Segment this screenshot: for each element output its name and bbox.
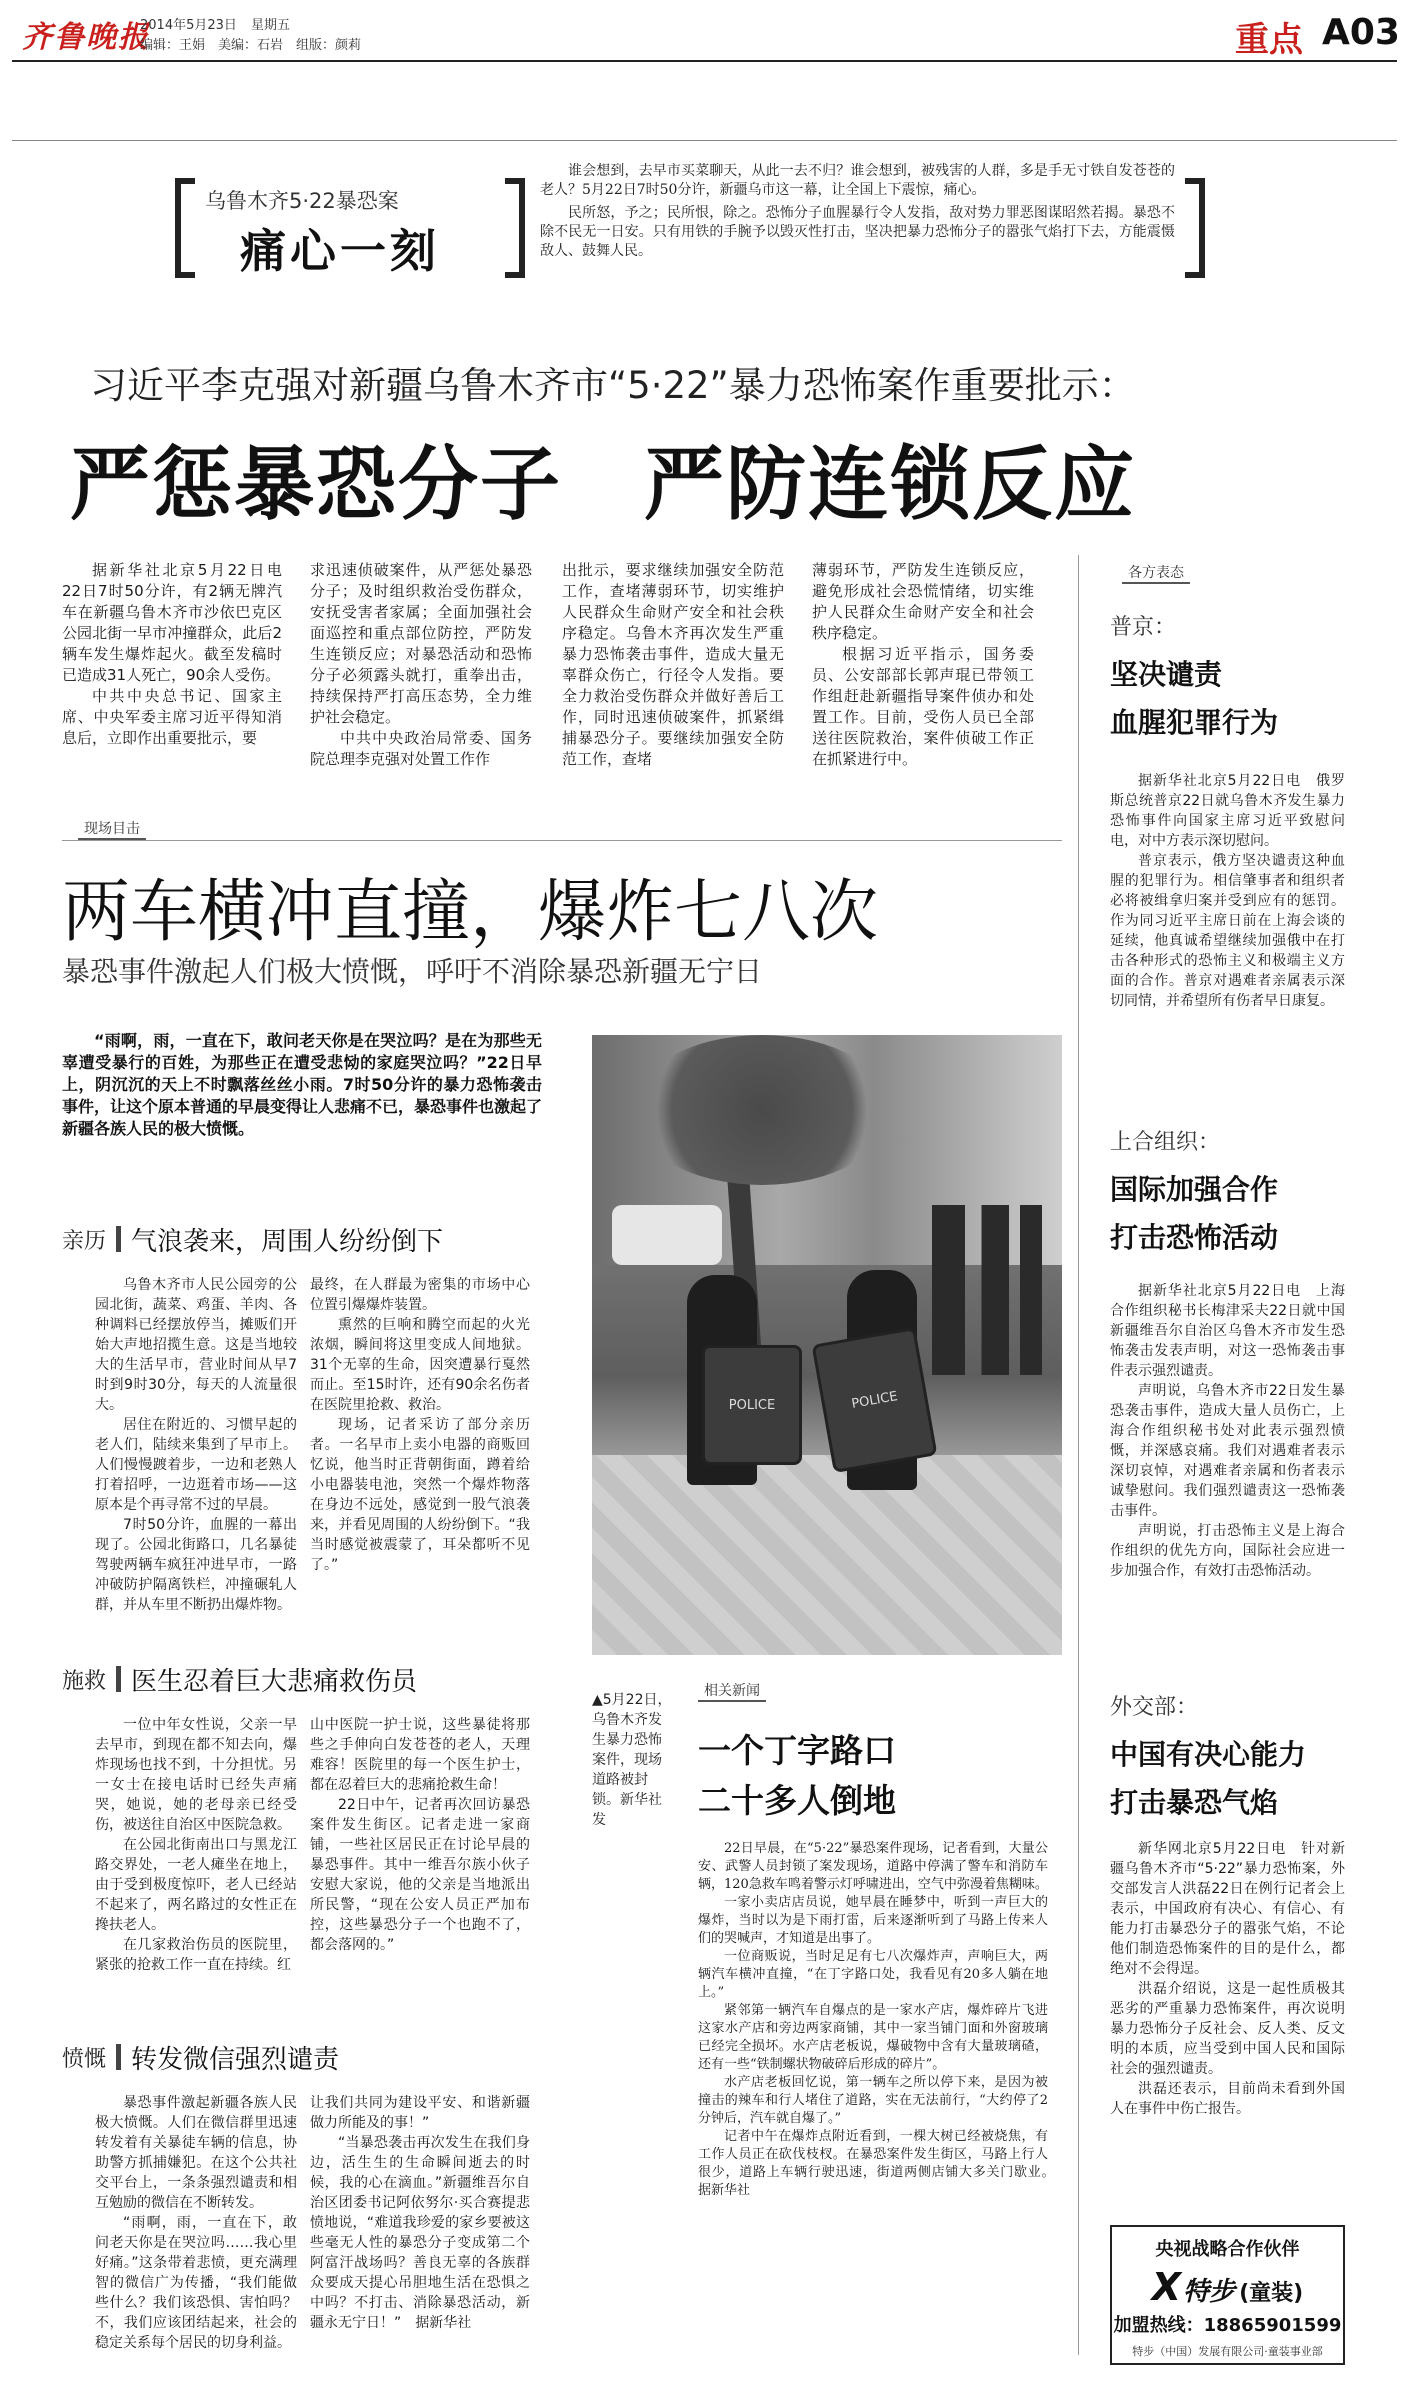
sidebar-tag: 各方表态	[1122, 562, 1190, 584]
related-p4: 紧邻第一辆汽车自爆点的是一家水产店，爆炸碎片飞进这家水产店和旁边两家商铺，其中一家当铺门面和外窗玻璃已经完全损坏。水产店老板说，爆破物中含有大量玻璃碴，还有一些“铁制螺状物破碎后形成的碎片”。	[698, 2003, 1048, 2072]
section-header-experience	[62, 1222, 443, 1256]
sec2-b-p1: 山中医院一护士说，这些暴徒将那些之手伸向白发苍苍的老人，天理难容！医院里的每一个医生护士，都在忍着巨大的悲痛抢救生命！	[310, 1717, 530, 1793]
related-p6: 记者中午在爆炸点附近看到，一棵大树已经被烧焦，有工作人员正在砍伐枝杈。在暴恐案件发生街区，马路上行人很少，道路上车辆行驶迅速，街道两侧店铺大多关门歇业。 据新华社	[698, 2129, 1062, 2198]
lead-column-4	[812, 560, 1034, 810]
ad-footer: 特步（中国）发展有限公司·童装事业部	[1132, 2345, 1323, 2358]
newspaper-logo: 齐鲁晚报	[22, 20, 150, 55]
hotline-label: 加盟热线：	[1113, 2315, 1204, 2336]
section-bar	[116, 1226, 121, 1252]
section-header-outrage	[62, 2040, 339, 2074]
banner-para-1: 谁会想到，去早市买菜聊天，从此一去不归？谁会想到，被残害的人群，多是手无寸铁自发苍苍的老人？5月22日7时50分许，新疆乌市这一幕，让全国上下震惊，痛心。	[540, 163, 1175, 198]
banner-bracket-right-of-title	[505, 178, 525, 278]
sponsor-ad[interactable]	[1110, 2225, 1345, 2365]
brand-logo-icon: X	[1151, 2265, 1182, 2309]
lead-kicker: 习近平李克强对新疆乌鲁木齐市“5·22”暴力恐怖案作重要批示：	[90, 364, 1136, 407]
sec3-a-p2: “雨啊，雨，一直在下，敢问老天你是在哭泣吗……我心里好痛。”这条带着悲愤，更充满理智的微信广为传播，“我们能做些什么？我们该恐惧、害怕吗？不，我们应该团结起来，社会的稳定关系每个居民的切身利益。	[95, 2215, 297, 2351]
scene-subhead: 暴恐事件激起人们极大愤慨，呼吁不消除暴恐新疆无宁日	[62, 955, 763, 988]
side-headline-1: 中国有决心能力	[1110, 1738, 1307, 1771]
ad-hotline	[1112, 2311, 1343, 2337]
lead-col3-p1: 出批示，要求继续加强安全防范工作，查堵薄弱环节，切实维护人民群众生命财产安全和社会秩序稳定。乌鲁木齐再次发生严重暴力恐怖袭击事件，造成大量无辜群众伤亡，行径令人发指。要全力救治受伤群众并做好善后工作，同时迅速侦破案件，抓紧缉捕暴恐分子。要继续加强安全防范工作，查堵	[562, 561, 784, 768]
section-name: 重点	[1235, 20, 1303, 60]
side-p2: 洪磊介绍说，这是一起性质极其恶劣的严重暴力恐怖案件，再次说明暴力恐怖分子反社会、反人类、反文明的本质，应当受到中国人民和国际社会的强烈谴责。	[1110, 1981, 1345, 2077]
brand-name: 特步	[1183, 2277, 1236, 2307]
section-label: 亲历	[62, 1228, 107, 1254]
sec3-column-a	[95, 2093, 297, 2373]
scene-lede: “雨啊，雨，一直在下，敢问老天你是在哭泣吗？是在为那些无辜遭受暴行的百姓，为那些正在遭受悲恸的家庭哭泣吗？”22日早上，阴沉沉的天上不时飘落丝丝小雨。7时50分许的暴力恐怖袭击事件，让这个原本普通的早晨变得让人悲痛不已，暴恐事件也激起了新疆各族人民的极大愤慨。	[62, 1031, 543, 1138]
masthead-rule-thin	[12, 140, 1397, 141]
lead-column-2	[310, 560, 532, 810]
sec2-a-p1: 一位中年女性说，父亲一早去早市，到现在都不知去向，爆炸现场也找不到，十分担忧。另一女士在接电话时已经失声痛哭，她说，她的老母亲已经受伤，被送往自治区中医院急救。	[95, 1717, 297, 1833]
date-text: 2014年5月23日	[140, 18, 237, 33]
side-p3: 洪磊还表示，目前尚未看到外国人在事件中伤亡报告。	[1110, 2081, 1345, 2117]
sec1-a-p2: 居住在附近的、习惯早起的老人们，陆续来集到了早市上。人们慢慢踱着步，一边和老熟人打着招呼，一边逛着市场——这原本是个再寻常不过的早晨。	[95, 1417, 297, 1513]
sec2-a-p3: 在几家救治伤员的医院里，紧张的抢救工作一直在持续。红	[95, 1937, 297, 1973]
masthead-rule	[12, 60, 1397, 62]
side-p2: 普京表示，俄方坚决谴责这种血腥的犯罪行为。相信肇事者和组织者必将被缉拿归案并受到应有的惩罚。作为同习近平主席日前在上海会谈的延续，他真诚希望继续加强俄中在打击各种形式的恐怖主义和极端主义方面的合作。普京对遇难者亲属表示深切同情，并希望所有伤者早日康复。	[1110, 853, 1345, 1009]
ad-brand	[1112, 2265, 1343, 2309]
side-headline-2: 血腥犯罪行为	[1110, 706, 1279, 739]
section-bar	[116, 2044, 121, 2070]
related-p1: 22日早晨，在“5·22”暴恐案件现场，记者看到，大量公安、武警人员封锁了案发现场，道路中停满了警车和消防车辆，120急救车鸣着警示灯呼啸进出，空气中弥漫着焦糊味。	[698, 1841, 1048, 1892]
scene-tag: 现场目击	[78, 818, 146, 840]
lead-col4-p1: 薄弱环节，严防发生连锁反应，避免形成社会恐慌情绪，切实维护人民群众生命财产安全和社会秩序稳定。	[812, 561, 1034, 642]
scene-photo	[592, 1035, 1062, 1655]
side-p2: 声明说，乌鲁木齐市22日发生暴恐袭击事件，造成大量人员伤亡，上海合作组织秘书处对此表示强烈愤慨，并深感哀痛。我们对遇难者表示深切哀悼，对遇难者亲属和伤者表示诚挚慰问。我们强烈谴责这一恐怖袭击事件。	[1110, 1383, 1345, 1519]
section-header-rescue	[62, 1662, 417, 1696]
photo-caption: ▲5月22日，乌鲁木齐发生暴力恐怖案件，现场道路被封锁。新华社发	[592, 1692, 672, 1828]
photo-shield-2	[812, 1327, 938, 1473]
sec3-column-b	[310, 2093, 530, 2373]
side-place: 上合组织：	[1110, 1130, 1221, 1155]
side-body	[1110, 1839, 1345, 2239]
sec1-column-a	[95, 1275, 297, 1613]
side-p3: 声明说，打击恐怖主义是上海合作组织的优先方向，国际社会应进一步加强合作，有效打击恐怖活动。	[1110, 1523, 1345, 1579]
banner-bracket-left	[175, 178, 195, 278]
brand-suffix: (童装)	[1239, 2281, 1304, 2306]
sec2-a-p2: 在公园北街南出口与黑龙江路交界处，一老人瘫坐在地上，由于受到极度惊吓，老人已经站不起来了，两名路过的女性正在搀扶老人。	[95, 1837, 297, 1933]
related-tag: 相关新闻	[698, 1680, 766, 1702]
hotline-number: 18865901599	[1203, 2315, 1342, 2336]
ad-title: 央视战略合作伙伴	[1155, 2239, 1300, 2260]
related-p2: 一家小卖店店员说，她早晨在睡梦中，听到一声巨大的爆炸，当时以为是下雨打雷，后来逐渐听到了马路上传来人们的哭喊声，才知道是出事了。	[698, 1895, 1048, 1946]
sidebar-divider	[1078, 555, 1079, 2355]
lead-column-1	[62, 560, 298, 810]
related-p5: 水产店老板回忆说，第一辆车之所以停下来，是因为被撞击的辣车和行人堵住了道路，实在无法前行，“大约停了2分钟后，汽车就自爆了。”	[698, 2075, 1048, 2126]
side-body	[1110, 1281, 1345, 1701]
photo-vehicle	[612, 1205, 722, 1265]
side-item-putin	[1110, 610, 1345, 1101]
page-number: A03	[1322, 12, 1400, 53]
lead-col1-p1: 据新华社北京5月22日电 22日7时50分许，有2辆无牌汽车在新疆乌鲁木齐市沙依巴克区公园北街一早市冲撞群众，此后2辆车发生爆炸起火。截至发稿时已造成31人死亡，90余人受伤。	[62, 561, 298, 684]
sec2-b-p2: 22日中午，记者再次回访暴恐案件发生街区。记者走进一家商铺，一些社区居民正在讨论早晨的暴恐事件。其中一维吾尔族小伙子安慰大家说，他的父亲是当地派出所民警，“现在公安人员正严加布控，这些暴恐分子一个也跑不了，都会落网的。”	[310, 1797, 530, 1953]
photo-shield-1	[702, 1345, 802, 1465]
section-title: 医生忍着巨大悲痛救伤员	[131, 1666, 418, 1697]
banner-bracket-right	[1185, 178, 1205, 278]
section-title: 气浪袭来，周围人纷纷倒下	[131, 1226, 444, 1257]
sec1-a-p3: 7时50分许，血腥的一幕出现了。公园北街路口，几名暴徒驾驶两辆车疯狂冲进早市，一路冲破防护隔离铁栏，冲撞碾轧人群，并从车里不断扔出爆炸物。	[95, 1517, 297, 1613]
side-item-sco	[1110, 1125, 1345, 1701]
related-headline-1: 一个丁字路口	[698, 1731, 896, 1770]
side-place: 外交部：	[1110, 1695, 1199, 1720]
sec3-a-p1: 暴恐事件激起新疆各族人民极大愤慨。人们在微信群里迅速转发着有关暴徒车辆的信息，协助警方抓捕嫌犯。在这个公共社交平台上，一条条强烈谴责和相互勉励的微信在不断转发。	[95, 2095, 297, 2211]
side-p1: 据新华社北京5月22日电 上海合作组织秘书长梅津采夫22日就中国新疆维吾尔自治区乌鲁木齐市发生恐怖袭击发表声明，对这一恐怖袭击事件表示强烈谴责。	[1110, 1283, 1345, 1379]
related-headline-2: 二十多人倒地	[698, 1781, 896, 1820]
related-body	[698, 1840, 1062, 2360]
side-place: 普京：	[1110, 615, 1177, 640]
weekday-text: 星期五	[251, 18, 291, 33]
sec1-b-p2: 熏然的巨响和腾空而起的火光浓烟，瞬间将这里变成人间地狱。31个无辜的生命，因突遭暴行戛然而止。至15时许，还有90余名伤者在医院里抢救、救治。	[310, 1317, 530, 1413]
lead-column-3	[562, 560, 784, 810]
photo-tree-canopy	[632, 1035, 892, 1185]
section-bar	[116, 1666, 121, 1692]
scene-headline: 两车横冲直撞，爆炸七八次	[62, 873, 879, 952]
banner-title: 痛心一刻	[240, 224, 440, 278]
sec2-column-a	[95, 1715, 297, 2020]
shield-label: POLICE	[850, 1388, 899, 1412]
side-item-mfa	[1110, 1690, 1345, 2239]
sec1-a-p1: 乌鲁木齐市人民公园旁的公园北街，蔬菜、鸡蛋、羊肉、各种调料已经摆放停当，摊贩们开始大声地招揽生意。这是当地较大的生活早市，营业时间从早7时到9时30分，每天的人流量很大。	[95, 1277, 297, 1413]
shield-label: POLICE	[728, 1397, 776, 1413]
lead-col4-p2: 根据习近平指示，国务委员、公安部部长郭声琨已带领工作组赶赴新疆指导案件侦办和处置工作。目前，受伤人员已全部送往医院救治，案件侦破工作正在抓紧进行中。	[812, 645, 1034, 768]
banner-para-2: 民所怒，予之；民所恨，除之。恐怖分子血腥暴行令人发指，敌对势力罪恶图谋昭然若揭。暴恐不除不民无一日安。只有用铁的手腕予以毁灭性打击，坚决把暴力恐怖分子的嚣张气焰打下去，方能震慑敌人、鼓舞人民。	[540, 205, 1175, 259]
side-body	[1110, 771, 1345, 1101]
sec1-column-b	[310, 1275, 530, 1610]
section-label: 施救	[62, 1668, 107, 1694]
scene-rule	[62, 840, 1062, 841]
side-headline-2: 打击暴恐气焰	[1110, 1786, 1279, 1819]
lead-col1-p2: 中共中央总书记、国家主席、中央军委主席习近平得知消息后，立即作出重要批示，要	[62, 687, 282, 747]
sec1-b-p3: 现场，记者采访了部分亲历者。一名早市上卖小电器的商贩回忆说，他当时正背朝街面，蹲着给小电器装电池，突然一个爆炸物落在身边不远处，感觉到一股气浪袭来，并看见周围的人纷纷倒下。“我当时感觉被震蒙了，耳朵都听不见了。”	[310, 1417, 530, 1573]
issue-date	[140, 14, 290, 33]
lead-col2-p1: 求迅速侦破案件，从严惩处暴恐分子；及时组织救治受伤群众，安抚受害者家属；全面加强社会面巡控和重点部位防控，严防发生连锁反应；对暴恐活动和恐怖分子必须露头就打，重拳出击，持续保持严打高压态势，全力维护社会稳定。	[310, 561, 532, 726]
lead-col2-p2: 中共中央政治局常委、国务院总理李克强对处置工作作	[310, 729, 532, 768]
photo-officers-far	[932, 1205, 1042, 1375]
banner-subtitle: 乌鲁木齐5·22暴恐案	[205, 189, 399, 213]
section-label: 愤慨	[62, 2046, 107, 2072]
side-p1: 新华网北京5月22日电 针对新疆乌鲁木齐市“5·22”暴力恐怖案，外交部发言人洪磊22日在例行记者会上表示，中国政府有决心、有信心、有能力打击暴恐分子的嚣张气焰，不论他们制造恐怖案件的目的是什么，都绝对不会得逞。	[1110, 1841, 1345, 1977]
side-headline-1: 国际加强合作	[1110, 1173, 1279, 1206]
sec1-b-p1: 最终，在人群最为密集的市场中心位置引爆爆炸装置。	[310, 1277, 530, 1313]
sec2-column-b	[310, 1715, 530, 2020]
banner-intro	[540, 162, 1175, 261]
photo-pavement	[592, 1455, 1062, 1655]
related-p3: 一位商贩说，当时足足有七八次爆炸声，声响巨大，两辆汽车横冲直撞，“在丁字路口处，我看见有20多人躺在地上。”	[698, 1949, 1048, 2000]
sec3-b-p2: “当暴恐袭击再次发生在我们身边，活生生的生命瞬间逝去的时候，我的心在滴血。”新疆维吾尔自治区团委书记阿依努尔·买合赛提悲愤地说，“难道我珍爱的家乡要被这些毫无人性的暴恐分子变成第二个阿富汗战场吗？善良无辜的各族群众要成天提心吊胆地生活在恐惧之中吗？不打击、消除暴恐活动，新疆永无宁日！” 据新华社	[310, 2135, 530, 2331]
section-title: 转发微信强烈谴责	[131, 2044, 340, 2075]
side-headline-1: 坚决谴责	[1110, 658, 1223, 691]
staff-credits: 编辑：王娟 美编：石岩 组版：颜莉	[140, 38, 362, 53]
side-headline-2: 打击恐怖活动	[1110, 1221, 1279, 1254]
sec3-b-p1: 让我们共同为建设平安、和谐新疆做力所能及的事！”	[310, 2095, 530, 2131]
side-p1: 据新华社北京5月22日电 俄罗斯总统普京22日就乌鲁木齐发生暴力恐怖事件向国家主席习近平致慰问电，对中方表示深切慰问。	[1110, 773, 1345, 849]
lead-headline: 严惩暴恐分子 严防连锁反应	[70, 438, 1136, 531]
